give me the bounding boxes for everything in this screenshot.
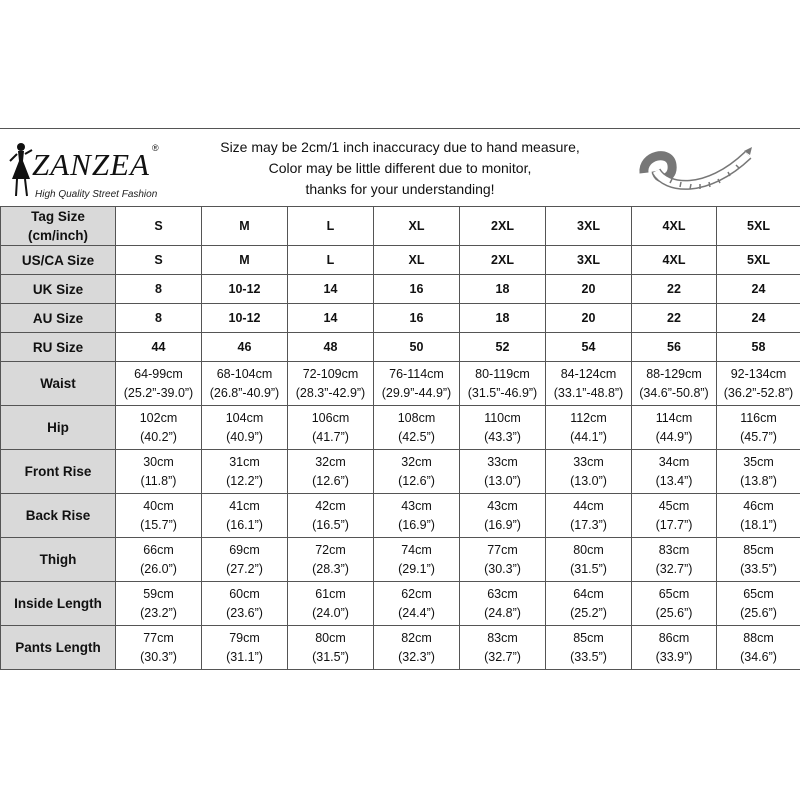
cm-value: 112cm [570, 410, 607, 425]
table-cell [546, 406, 632, 450]
cm-value: 80cm [315, 630, 346, 645]
table-cell: 10-12 [202, 275, 288, 304]
inch-value: (28.3”-42.9”) [295, 385, 366, 400]
table-cell [116, 494, 202, 538]
table-cell: L [288, 246, 374, 275]
row-label: UK Size [1, 275, 116, 304]
header-label-line: Tag Size [31, 209, 85, 224]
inch-value: (31.5”) [312, 649, 349, 664]
inch-value: (12.2”) [226, 473, 263, 488]
row-label: Thigh [1, 538, 116, 582]
table-row [1, 450, 800, 494]
cm-value: 45cm [658, 498, 690, 513]
size-header-cell: L [288, 207, 374, 246]
table-cell [717, 450, 800, 494]
table-cell [116, 626, 202, 670]
table-cell [288, 362, 374, 406]
inch-value: (29.9”-44.9”) [381, 385, 452, 400]
table-cell: 44 [116, 333, 202, 362]
table-cell: 54 [546, 333, 632, 362]
size-header-cell: 5XL [717, 207, 800, 246]
row-label: US/CA Size [1, 246, 116, 275]
table-row [1, 304, 800, 333]
table-cell [202, 582, 288, 626]
tag-size-header [1, 207, 116, 246]
inch-value: (33.1”-48.8”) [553, 385, 624, 400]
table-cell [460, 626, 546, 670]
header-label-line: (cm/inch) [27, 228, 88, 243]
table-cell [202, 626, 288, 670]
table-cell: 5XL [717, 246, 800, 275]
table-cell [202, 450, 288, 494]
table-cell: 22 [632, 304, 717, 333]
table-cell: 48 [288, 333, 374, 362]
table-cell [717, 538, 800, 582]
cm-value: 72-109cm [302, 366, 359, 381]
table-cell [546, 538, 632, 582]
inch-value: (11.8”) [140, 473, 177, 488]
inch-value: (36.2”-52.8”) [723, 385, 794, 400]
table-cell [717, 582, 800, 626]
inch-value: (24.4”) [398, 605, 435, 620]
table-cell [632, 362, 717, 406]
cm-value: 40cm [143, 498, 174, 513]
table-cell: XL [374, 246, 460, 275]
inch-value: (30.3”) [484, 561, 521, 576]
cm-value: 79cm [229, 630, 260, 645]
table-cell [374, 494, 460, 538]
cm-value: 60cm [229, 586, 260, 601]
table-cell [546, 582, 632, 626]
table-cell [374, 406, 460, 450]
table-cell [632, 582, 717, 626]
inch-value: (25.6”) [655, 605, 693, 620]
inch-value: (30.3”) [140, 649, 177, 664]
measuring-tape-icon [636, 135, 756, 201]
row-label: Front Rise [1, 450, 116, 494]
cm-value: 110cm [484, 410, 521, 425]
cm-value: 83cm [658, 542, 690, 557]
cm-value: 108cm [397, 410, 436, 425]
table-cell [717, 626, 800, 670]
row-label: Back Rise [1, 494, 116, 538]
inch-value: (32.7”) [484, 649, 521, 664]
table-cell [288, 406, 374, 450]
table-cell: 16 [374, 304, 460, 333]
cm-value: 104cm [225, 410, 264, 425]
cm-value: 63cm [487, 586, 518, 601]
cm-value: 64cm [573, 586, 604, 601]
table-cell: 3XL [546, 246, 632, 275]
cm-value: 61cm [315, 586, 346, 601]
cm-value: 77cm [487, 542, 518, 557]
table-cell: 24 [717, 304, 800, 333]
cm-value: 88-129cm [646, 366, 702, 381]
inch-value: (32.3”) [398, 649, 435, 664]
table-cell [116, 362, 202, 406]
cm-value: 106cm [311, 410, 350, 425]
table-cell [202, 406, 288, 450]
table-cell: 58 [717, 333, 800, 362]
cm-value: 65cm [743, 586, 774, 601]
inch-value: (13.4”) [655, 473, 693, 488]
table-cell: 22 [632, 275, 717, 304]
table-row [1, 362, 800, 406]
table-cell [374, 582, 460, 626]
inch-value: (29.1”) [398, 561, 435, 576]
table-cell [460, 406, 546, 450]
inch-value: (33.5”) [740, 561, 777, 576]
cm-value: 72cm [315, 542, 346, 557]
inch-value: (18.1”) [740, 517, 777, 532]
chart-header [0, 129, 800, 207]
cm-value: 74cm [401, 542, 432, 557]
table-cell [546, 494, 632, 538]
table-cell: 14 [288, 304, 374, 333]
notice-line: thanks for your understanding! [305, 181, 495, 197]
table-cell [202, 494, 288, 538]
inch-value: (24.0”) [312, 605, 349, 620]
cm-value: 42cm [315, 498, 346, 513]
cm-value: 31cm [229, 454, 260, 469]
cm-value: 77cm [143, 630, 174, 645]
inch-value: (45.7”) [740, 429, 777, 444]
registered-mark: ® [152, 143, 159, 153]
table-cell [460, 582, 546, 626]
table-cell [546, 362, 632, 406]
measurement-notice [180, 137, 620, 200]
row-label: Hip [1, 406, 116, 450]
cm-value: 92-134cm [730, 366, 787, 381]
inch-value: (31.5”-46.9”) [467, 385, 538, 400]
brand-logo [6, 141, 166, 201]
cm-value: 84-124cm [560, 366, 617, 381]
table-cell: 20 [546, 275, 632, 304]
brand-tagline: High Quality Street Fashion [35, 189, 158, 200]
inch-value: (44.1”) [570, 429, 607, 444]
table-cell [288, 538, 374, 582]
cm-value: 82cm [401, 630, 432, 645]
cm-value: 30cm [143, 454, 174, 469]
cm-value: 80cm [573, 542, 604, 557]
inch-value: (25.6”) [740, 605, 777, 620]
table-cell [116, 538, 202, 582]
table-row [1, 538, 800, 582]
inch-value: (40.2”) [140, 429, 177, 444]
inch-value: (13.8”) [740, 473, 777, 488]
cm-value: 44cm [573, 498, 604, 513]
inch-value: (17.7”) [655, 517, 693, 532]
table-cell [116, 406, 202, 450]
table-cell: 2XL [460, 246, 546, 275]
table-cell [116, 450, 202, 494]
table-cell [374, 450, 460, 494]
table-cell [632, 538, 717, 582]
table-cell [288, 626, 374, 670]
table-cell [288, 450, 374, 494]
inch-value: (34.6”) [740, 649, 777, 664]
cm-value: 69cm [229, 542, 260, 557]
cm-value: 62cm [401, 586, 432, 601]
inch-value: (23.2”) [140, 605, 177, 620]
brand-name: ZANZEA [32, 147, 150, 182]
inch-value: (42.5”) [398, 429, 435, 444]
table-cell [374, 626, 460, 670]
inch-value: (15.7”) [140, 517, 177, 532]
cm-value: 32cm [315, 454, 346, 469]
notice-line: Color may be little different due to monitor, [268, 160, 532, 176]
table-cell: M [202, 246, 288, 275]
table-cell [717, 494, 800, 538]
cm-value: 43cm [487, 498, 518, 513]
inch-value: (41.7”) [312, 429, 349, 444]
cm-value: 33cm [573, 454, 604, 469]
inch-value: (12.6”) [312, 473, 349, 488]
inch-value: (25.2”-39.0”) [123, 385, 194, 400]
table-cell: 46 [202, 333, 288, 362]
cm-value: 102cm [139, 410, 178, 425]
row-label: AU Size [1, 304, 116, 333]
inch-value: (33.9”) [655, 649, 693, 664]
table-cell [202, 538, 288, 582]
table-cell: 14 [288, 275, 374, 304]
cm-value: 116cm [740, 410, 777, 425]
size-table [0, 206, 800, 670]
table-cell: 52 [460, 333, 546, 362]
table-cell: 18 [460, 304, 546, 333]
table-cell: 50 [374, 333, 460, 362]
notice-line: Size may be 2cm/1 inch inaccuracy due to hand measure, [220, 139, 580, 155]
table-cell [460, 362, 546, 406]
row-label: Waist [1, 362, 116, 406]
inch-value: (43.3”) [484, 429, 521, 444]
table-cell: S [116, 246, 202, 275]
inch-value: (25.2”) [570, 605, 607, 620]
inch-value: (16.1”) [226, 517, 263, 532]
table-cell [632, 406, 717, 450]
cm-value: 83cm [487, 630, 518, 645]
cm-value: 114cm [655, 410, 693, 425]
cm-value: 80-119cm [475, 366, 530, 381]
inch-value: (26.0”) [140, 561, 177, 576]
cm-value: 46cm [743, 498, 774, 513]
cm-value: 85cm [743, 542, 774, 557]
table-row [1, 275, 800, 304]
cm-value: 66cm [143, 542, 174, 557]
table-row [1, 406, 800, 450]
table-cell [632, 494, 717, 538]
cm-value: 34cm [658, 454, 690, 469]
table-row [1, 333, 800, 362]
inch-value: (17.3”) [570, 517, 607, 532]
table-cell [632, 450, 717, 494]
inch-value: (24.8”) [484, 605, 521, 620]
size-header-cell: 2XL [460, 207, 546, 246]
inch-value: (16.9”) [398, 517, 435, 532]
table-cell [717, 406, 800, 450]
table-cell: 10-12 [202, 304, 288, 333]
table-row [1, 582, 800, 626]
cm-value: 64-99cm [134, 366, 183, 381]
row-label: Pants Length [1, 626, 116, 670]
table-cell [546, 626, 632, 670]
cm-value: 86cm [658, 630, 690, 645]
inch-value: (40.9”) [226, 429, 263, 444]
table-cell [546, 450, 632, 494]
table-cell [288, 494, 374, 538]
cm-value: 35cm [743, 454, 774, 469]
inch-value: (23.6”) [226, 605, 263, 620]
cm-value: 68-104cm [216, 366, 273, 381]
table-cell [460, 494, 546, 538]
table-cell: 8 [116, 304, 202, 333]
cm-value: 41cm [229, 498, 260, 513]
inch-value: (32.7”) [655, 561, 693, 576]
cm-value: 85cm [573, 630, 604, 645]
inch-value: (13.0”) [570, 473, 607, 488]
table-row [1, 246, 800, 275]
size-header-cell: S [116, 207, 202, 246]
inch-value: (31.1”) [226, 649, 263, 664]
inch-value: (33.5”) [570, 649, 607, 664]
table-cell: 20 [546, 304, 632, 333]
table-cell: 56 [632, 333, 717, 362]
size-header-cell: M [202, 207, 288, 246]
cm-value: 88cm [743, 630, 774, 645]
tag-size-row [1, 207, 800, 246]
table-cell: 4XL [632, 246, 717, 275]
cm-value: 33cm [487, 454, 518, 469]
cm-value: 76-114cm [389, 366, 444, 381]
table-row [1, 626, 800, 670]
table-cell [460, 538, 546, 582]
cm-value: 59cm [143, 586, 174, 601]
size-header-cell: 3XL [546, 207, 632, 246]
table-cell: 18 [460, 275, 546, 304]
table-row [1, 494, 800, 538]
inch-value: (13.0”) [484, 473, 521, 488]
table-cell: 16 [374, 275, 460, 304]
table-cell [374, 362, 460, 406]
table-cell [288, 582, 374, 626]
inch-value: (12.6”) [398, 473, 435, 488]
size-header-cell: XL [374, 207, 460, 246]
table-cell [202, 362, 288, 406]
table-cell: 8 [116, 275, 202, 304]
row-label: Inside Length [1, 582, 116, 626]
table-cell [632, 626, 717, 670]
cm-value: 32cm [401, 454, 432, 469]
row-label: RU Size [1, 333, 116, 362]
cm-value: 43cm [401, 498, 432, 513]
inch-value: (26.8”-40.9”) [209, 385, 280, 400]
inch-value: (27.2”) [226, 561, 263, 576]
table-cell: 24 [717, 275, 800, 304]
size-chart [0, 128, 800, 670]
table-cell [374, 538, 460, 582]
inch-value: (34.6”-50.8”) [639, 385, 709, 400]
table-cell [460, 450, 546, 494]
table-cell [717, 362, 800, 406]
inch-value: (31.5”) [570, 561, 607, 576]
table-cell [116, 582, 202, 626]
inch-value: (16.9”) [484, 517, 521, 532]
cm-value: 65cm [658, 586, 690, 601]
inch-value: (28.3”) [312, 561, 349, 576]
size-header-cell: 4XL [632, 207, 717, 246]
inch-value: (16.5”) [312, 517, 349, 532]
inch-value: (44.9”) [655, 429, 693, 444]
